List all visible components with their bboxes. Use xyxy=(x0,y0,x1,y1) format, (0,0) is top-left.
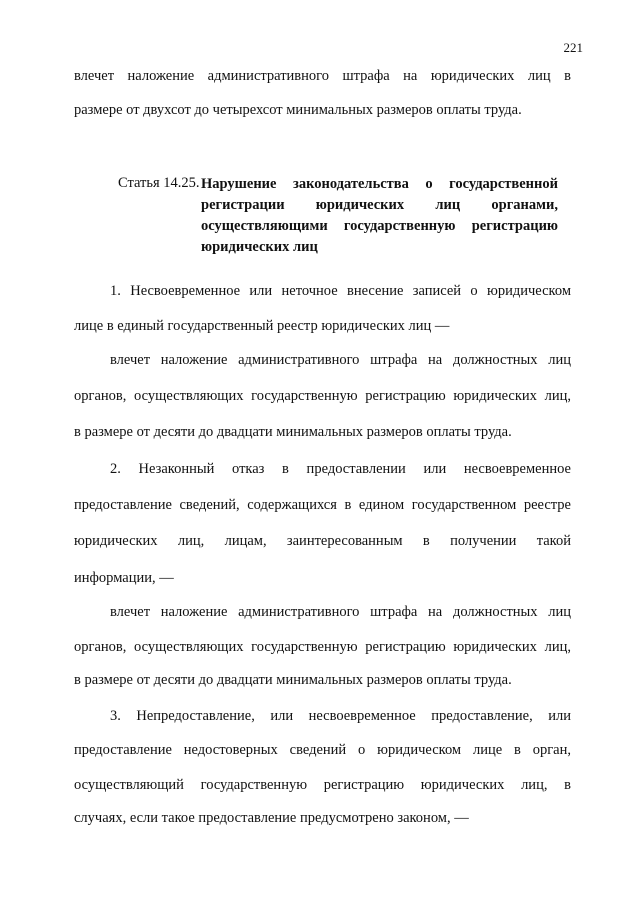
part2-line-1: 2. Незаконный отказ в предоставлении или несвоевременное xyxy=(110,461,571,477)
article-title-line-4: юридических лиц xyxy=(201,239,318,255)
page-number: 221 xyxy=(563,40,583,55)
part2-line-2: предоставление сведений, содержащихся в едином государственном реестре xyxy=(74,497,571,513)
sanction1-line-3: в размере от десяти до двадцати минимальных размеров оплаты труда. xyxy=(74,424,512,440)
sanction2-line-1: влечет наложение административного штрафа на должностных лиц xyxy=(110,604,571,620)
article-number: Статья 14.25. xyxy=(118,175,200,191)
part2-line-3: юридических лиц, лицам, заинтересованным в получении такой xyxy=(74,533,571,549)
sanction-line-2: размере от двухсот до четырехсот минимальных размеров оплаты труда. xyxy=(74,102,522,118)
part1-line-2: лице в единый государственный реестр юридических лиц — xyxy=(74,318,450,334)
part2-line-4: информации, — xyxy=(74,570,174,586)
article-title-line-3: осуществляющими государственную регистрацию xyxy=(201,218,558,234)
sanction2-line-2: органов, осуществляющих государственную регистрацию юридических лиц, xyxy=(74,639,571,655)
article-title-line-2: регистрации юридических лиц органами, xyxy=(201,197,558,213)
part3-line-2: предоставление недостоверных сведений о юридическом лице в орган, xyxy=(74,742,571,758)
sanction2-line-3: в размере от десяти до двадцати минимальных размеров оплаты труда. xyxy=(74,672,512,688)
part3-line-3: осуществляющий государственную регистрацию юридических лиц, в xyxy=(74,777,571,793)
article-title xyxy=(201,174,558,258)
part3-line-4: случаях, если такое предоставление предусмотрено законом, — xyxy=(74,810,469,826)
article-title-line-1: Нарушение законодательства о государственной xyxy=(201,176,558,192)
sanction-line-1: влечет наложение административного штрафа на юридических лиц в xyxy=(74,68,571,84)
sanction1-line-1: влечет наложение административного штрафа на должностных лиц xyxy=(110,352,571,368)
part1-line-1: 1. Несвоевременное или неточное внесение записей о юридическом xyxy=(110,283,571,299)
sanction1-line-2: органов, осуществляющих государственную регистрацию юридических лиц, xyxy=(74,388,571,404)
part3-line-1: 3. Непредоставление, или несвоевременное предоставление, или xyxy=(110,708,571,724)
